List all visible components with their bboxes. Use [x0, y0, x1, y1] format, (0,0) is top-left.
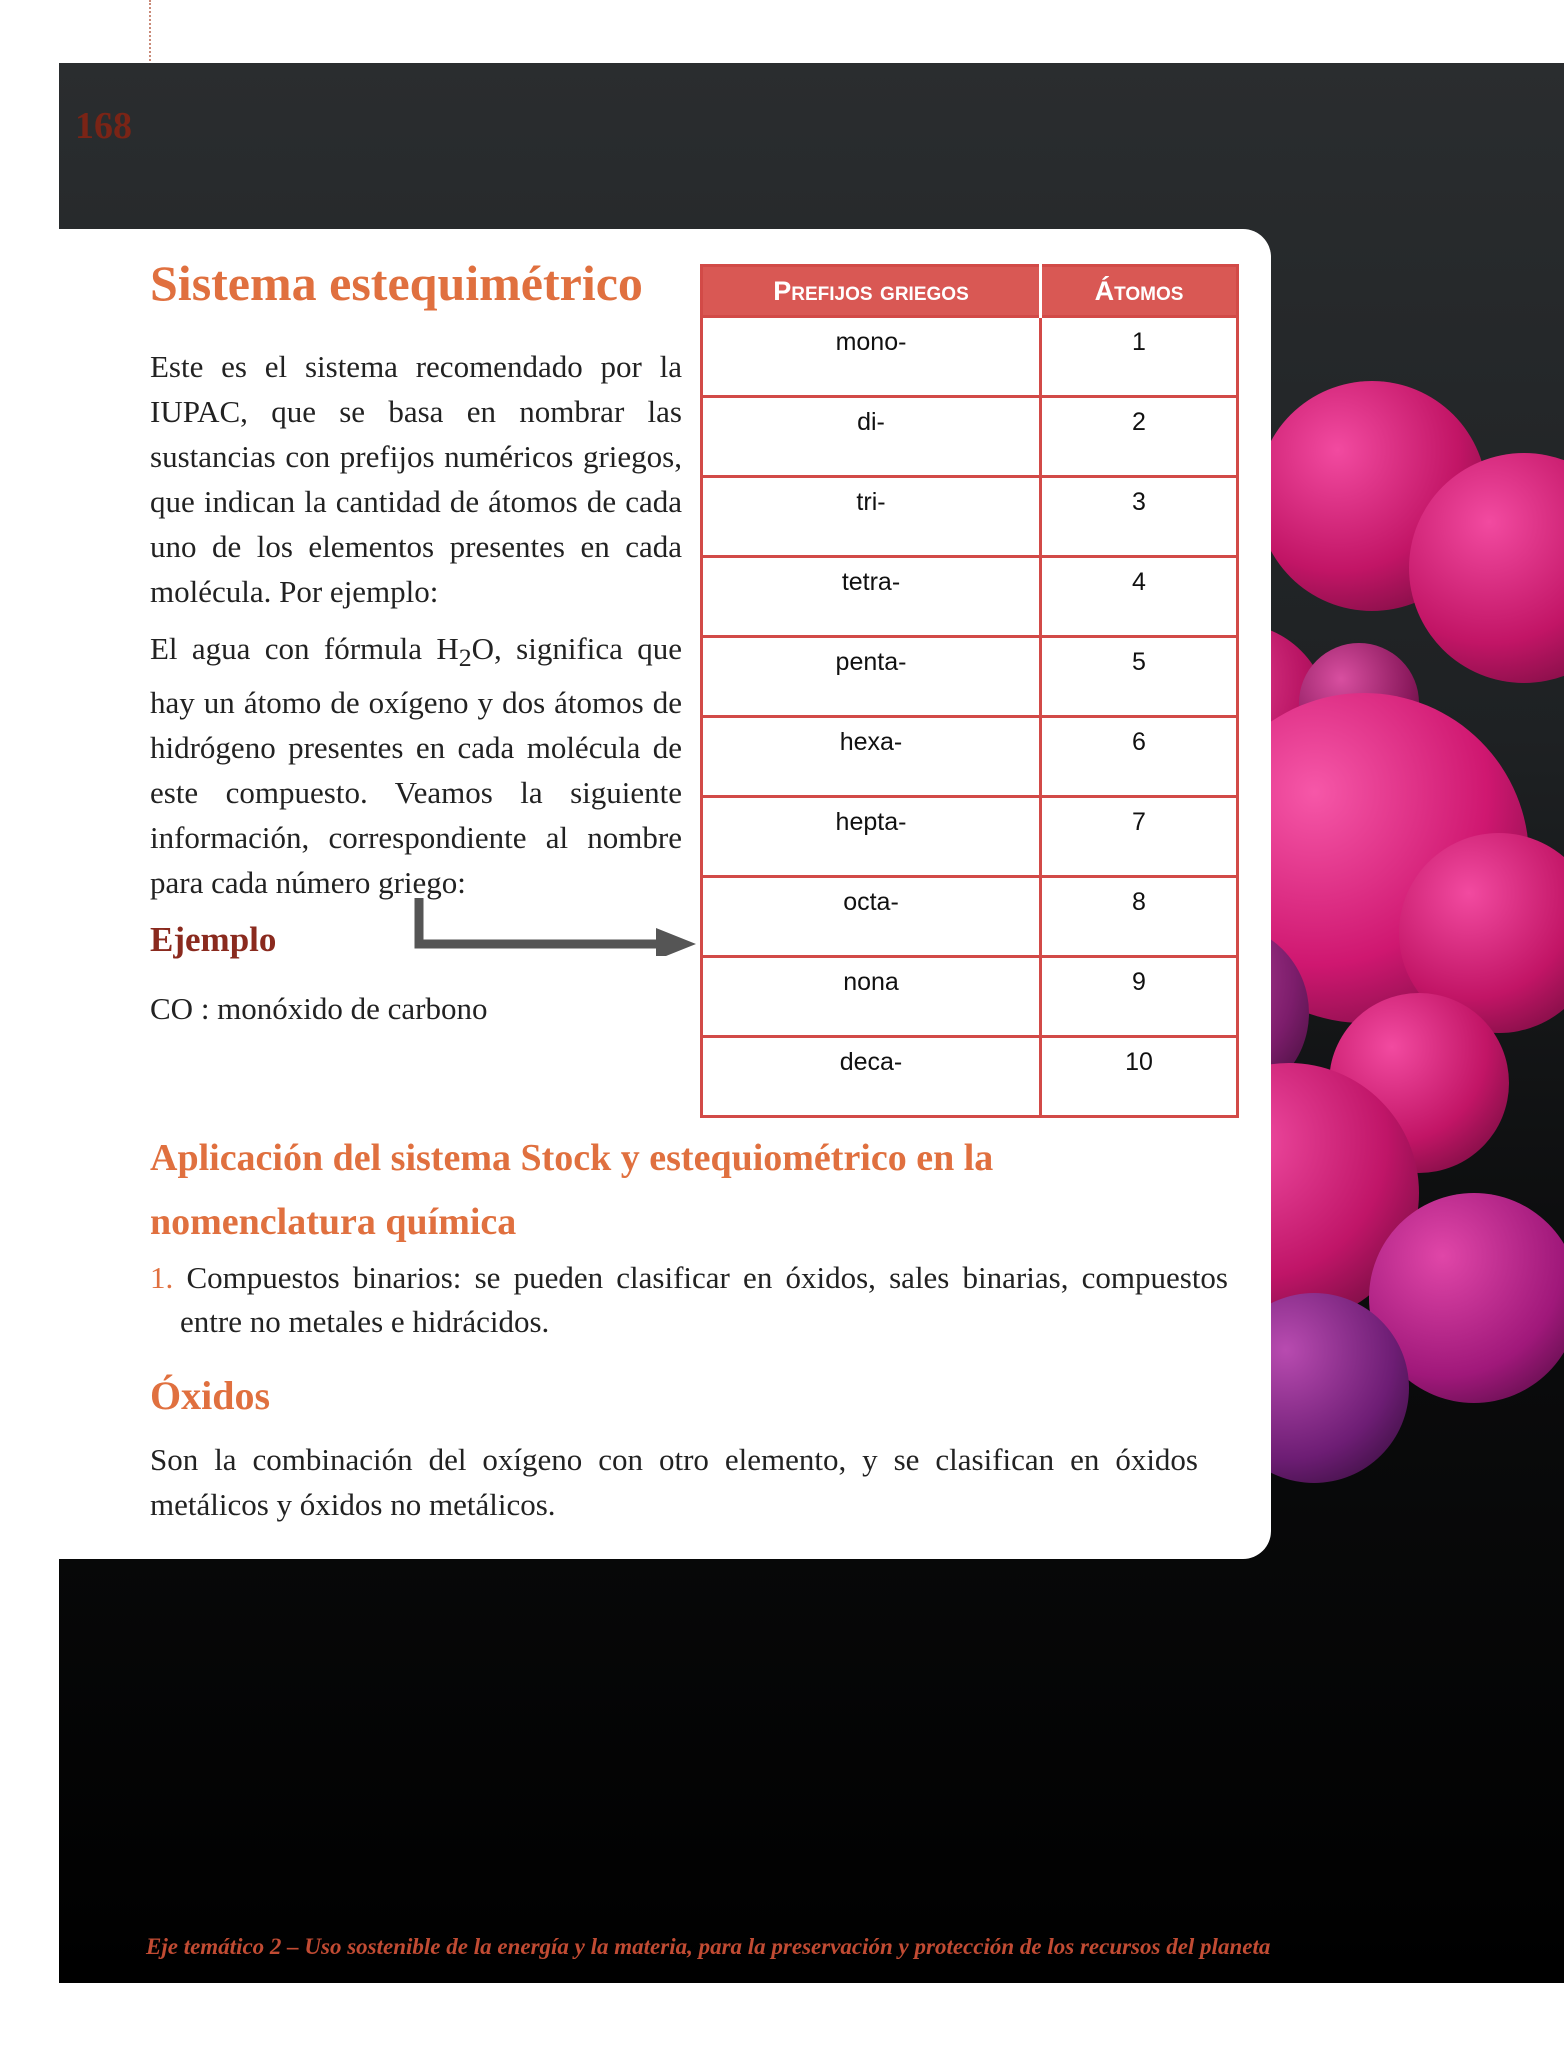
oxidos-title: Óxidos	[150, 1373, 271, 1418]
list-item-number: 1.	[150, 1260, 174, 1295]
oxidos-paragraph: Son la combinación del oxígeno con otro elemento, y se clasifican en óxidos metálicos y óxidos no metálicos.	[150, 1442, 1198, 1522]
atoms-cell: 8	[1041, 877, 1238, 957]
header-prefijos: Prefijos griegos	[702, 266, 1041, 317]
prefix-cell: nona	[702, 957, 1041, 1037]
prefix-cell: tri-	[702, 477, 1041, 557]
atoms-cell: 6	[1041, 717, 1238, 797]
atoms-cell: 1	[1041, 317, 1238, 397]
atoms-cell: 2	[1041, 397, 1238, 477]
atoms-cell: 7	[1041, 797, 1238, 877]
table-row	[702, 397, 1238, 477]
atoms-cell: 9	[1041, 957, 1238, 1037]
table-row	[702, 797, 1238, 877]
atoms-cell: 5	[1041, 637, 1238, 717]
prefix-cell: penta-	[702, 637, 1041, 717]
table-row	[702, 637, 1238, 717]
prefix-cell: hexa-	[702, 717, 1041, 797]
prefix-cell: octa-	[702, 877, 1041, 957]
table-row	[702, 477, 1238, 557]
table-row	[702, 717, 1238, 797]
example-text: CO : monóxido de carbono	[150, 991, 488, 1026]
table-row	[702, 957, 1238, 1037]
water-paragraph-start: El agua con fórmula H	[150, 631, 459, 666]
greek-prefix-table	[700, 264, 1239, 1118]
page-number: 168	[75, 105, 132, 147]
right-arrow-icon	[410, 898, 700, 956]
table-row	[702, 317, 1238, 397]
prefix-cell: hepta-	[702, 797, 1041, 877]
table-header-row	[702, 266, 1238, 317]
water-subscript: 2	[458, 643, 472, 673]
table-row	[702, 1037, 1238, 1117]
water-paragraph	[150, 626, 682, 905]
list-item-text: Compuestos binarios: se pueden clasificar en óxidos, sales binarias, compuestos entre no metales e hidrácidos.	[180, 1260, 1228, 1339]
atoms-cell: 10	[1041, 1037, 1238, 1117]
prefix-cell: mono-	[702, 317, 1041, 397]
table-row	[702, 557, 1238, 637]
prefix-cell: tetra-	[702, 557, 1041, 637]
header-atomos: Átomos	[1041, 266, 1238, 317]
footer-text: Eje temático 2 – Uso sostenible de la energía y la materia, para la preservación y protección de los recursos del planeta	[146, 1934, 1271, 1959]
section-title: Sistema estequimétrico	[150, 255, 643, 311]
prefix-cell: di-	[702, 397, 1041, 477]
example-heading: Ejemplo	[150, 920, 277, 959]
prefix-cell: deca-	[702, 1037, 1041, 1117]
atoms-cell: 3	[1041, 477, 1238, 557]
section-2-title: Aplicación del sistema Stock y estequiométrico en la nomenclatura química	[150, 1137, 994, 1243]
table-row	[702, 877, 1238, 957]
list-item	[150, 1256, 1228, 1344]
intro-paragraph: Este es el sistema recomendado por la IUPAC, que se basa en nombrar las sustancias con prefijos numéricos griegos, que indican la cantidad de átomos de cada uno de los elementos presentes en cada molécula. Por ejemplo:	[150, 349, 682, 609]
atoms-cell: 4	[1041, 557, 1238, 637]
water-paragraph-end: O, significa que hay un átomo de oxígeno y dos átomos de hidrógeno presentes en cada molécula de este compuesto. Veamos la siguiente información, correspondiente al nombre para cada número griego:	[150, 631, 682, 901]
